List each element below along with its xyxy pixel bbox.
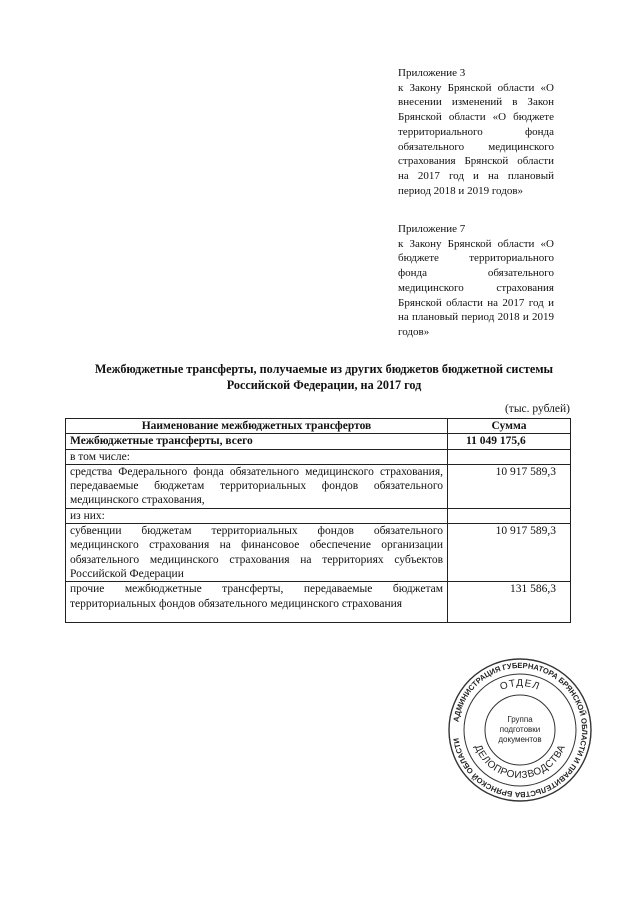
appendix-3-heading: Приложение 3 (398, 67, 466, 79)
column-header-amount: Сумма (448, 419, 571, 434)
table-row (66, 524, 571, 582)
appendix-3-text: к Закону Брянской области «О внесении изменений в Закон Брянской области «О бюджете территориального фонда обязательного медицинского страхования Брянской области на 2017 год и на плановый период 2018 и 2019 годов» (398, 81, 554, 197)
stamp-center-line: Группа (507, 715, 533, 724)
row-amount (448, 508, 571, 523)
stamp-dept-bottom: ДЕЛОПРОИЗВОДСТВА (472, 743, 568, 782)
transfers-table (65, 418, 571, 623)
stamp-dept-top: ОТДЕЛ (498, 677, 542, 693)
table-row (66, 449, 571, 464)
row-name: субвенции бюджетам территориальных фондов обязательного медицинского страхования на финансовое обеспечение организации обязательного медицинского страхования на территориях субъектов Российской Федерации (66, 524, 448, 582)
row-amount: 10 917 589,3 (448, 464, 571, 508)
row-name: прочие межбюджетные трансферты, передаваемые бюджетам территориальных фондов обязательного медицинского страхования (66, 582, 448, 623)
appendix-3-block (398, 66, 554, 198)
column-header-name: Наименование межбюджетных трансфертов (66, 419, 448, 434)
row-name: из них: (66, 508, 448, 523)
document-title: Межбюджетные трансферты, получаемые из других бюджетов бюджетной системы Российской Федерации, на 2017 год (94, 362, 554, 392)
row-amount (448, 449, 571, 464)
row-name: в том числе: (66, 449, 448, 464)
table-row (66, 508, 571, 523)
appendix-7-block (398, 222, 554, 340)
svg-text:ОТДЕЛ (499, 678, 542, 693)
appendix-7-text: к Закону Брянской области «О бюджете территориального фонда обязательного медицинского страхования Брянской области на 2017 год и на плановый период 2018 и 2019 годов» (398, 237, 554, 338)
table-row-total (66, 434, 571, 449)
stamp-center-line: документов (498, 735, 542, 744)
stamp-outer-text: АДМИНИСТРАЦИЯ ГУБЕРНАТОРА БРЯНСКОЙ ОБЛАСТИ И ПРАВИТЕЛЬСТВА БРЯНСКОЙ ОБЛАСТИ (451, 660, 590, 800)
table-row (66, 582, 571, 623)
row-name: средства Федерального фонда обязательного медицинского страхования, передаваемые бюджетам территориальных фондов обязательного медицинского страхования, (66, 464, 448, 508)
row-amount: 11 049 175,6 (448, 434, 571, 449)
table-header-row (66, 419, 571, 434)
official-stamp (446, 656, 594, 804)
stamp-center-line: подготовки (499, 725, 541, 734)
row-amount: 10 917 589,3 (448, 524, 571, 582)
row-name: Межбюджетные трансферты, всего (66, 434, 448, 449)
row-amount: 131 586,3 (448, 582, 571, 623)
units-label: (тыс. рублей) (504, 403, 570, 415)
table-row (66, 464, 571, 508)
appendix-7-heading: Приложение 7 (398, 223, 466, 235)
